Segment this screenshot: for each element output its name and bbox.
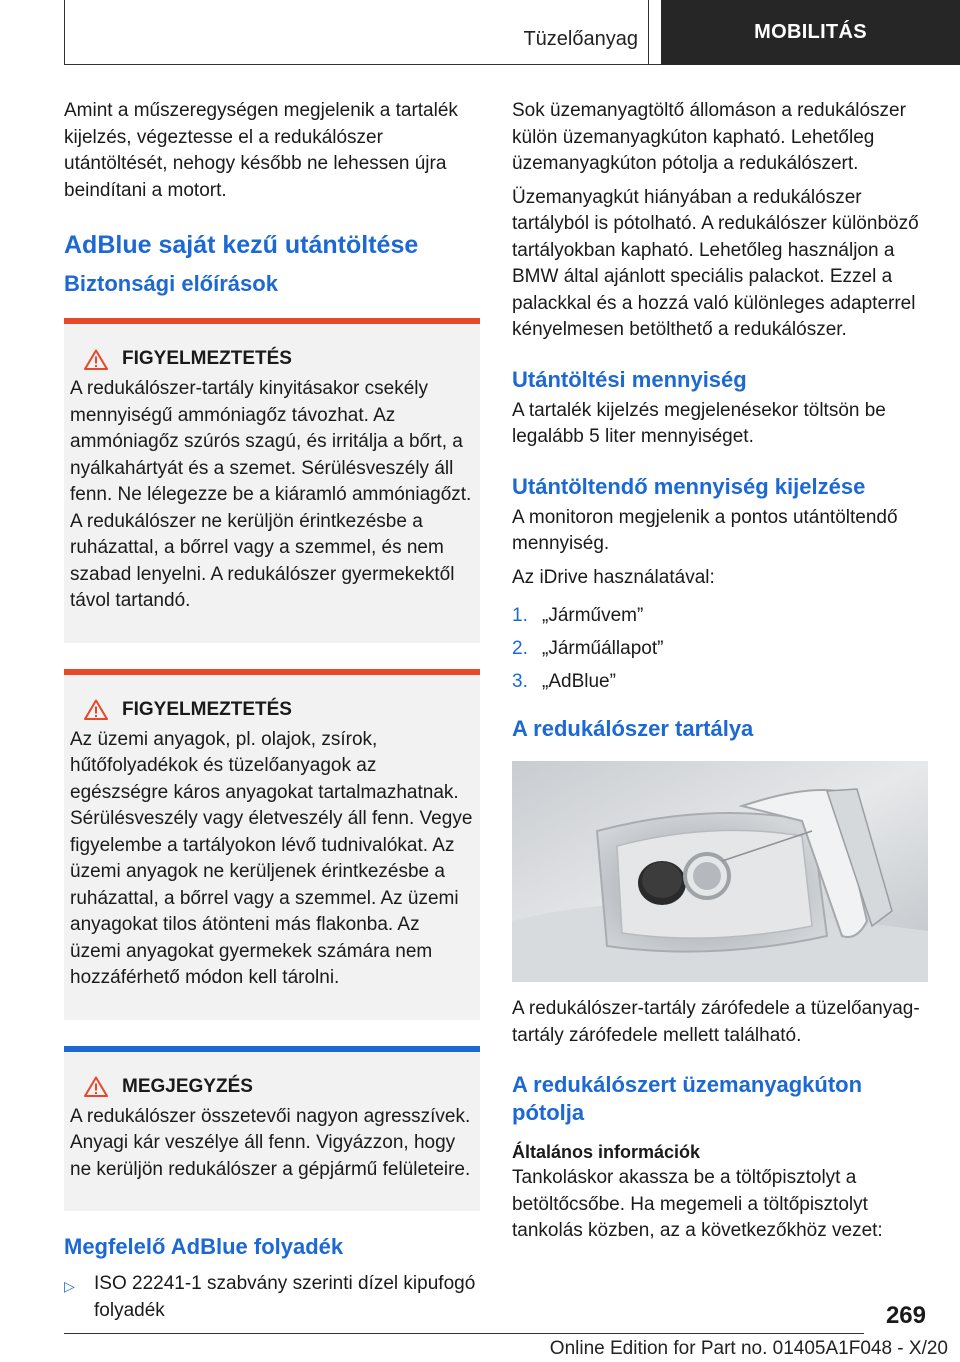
left-column: [64, 98, 480, 1324]
section-heading: AdBlue saját kezű utántöltése: [64, 231, 419, 259]
note-box: [64, 1046, 480, 1212]
menu-steps-list: [512, 603, 928, 695]
general-info-heading: Általános információk: [512, 1142, 701, 1162]
step-text: „AdBlue”: [542, 671, 616, 692]
warning-title-text: FIGYELMEZTETÉS: [122, 348, 292, 369]
warning-title-text: FIGYELMEZTETÉS: [122, 698, 292, 720]
header-chapter-tab[interactable]: MOBILITÁS: [661, 0, 960, 65]
warning-box-2: [64, 669, 480, 1020]
step-item[interactable]: [512, 636, 928, 662]
quantity-display-heading: Utántöltendő mennyiség kijelzése: [512, 473, 866, 499]
warning-title: [70, 699, 474, 721]
header-rule-left: [64, 0, 65, 64]
footer-edition-text[interactable]: Online Edition for Part no. 01405A1F048 - X/20: [549, 1338, 948, 1359]
step-number: 1.: [512, 605, 528, 626]
note-title: [70, 1076, 474, 1098]
warning-triangle-icon: [84, 349, 108, 370]
header-rule-separator: [648, 0, 649, 64]
refill-quantity-text: A tartalék kijelzés megjelenésekor töltsön be legalább 5 liter mennyiséget.: [512, 399, 886, 447]
general-info-text: Tankoláskor akassza be a töltőpisztolyt a betöltőcsőbe. Ha megemeli a töltőpisztolyt tankolás közben, az a következőkhöz vezet:: [512, 1167, 883, 1241]
warning-box-1: [64, 318, 480, 643]
page-number: 269: [885, 1302, 926, 1329]
tank-heading: A redukálószer tartálya: [512, 716, 754, 741]
step-item[interactable]: [512, 669, 928, 695]
intro-paragraph: Amint a műszeregységen megjelenik a tartalék kijelzés, végeztesse el a redukálószer utántöltését, nehogy később ne lehessen újra beindítani a motort.: [64, 100, 458, 201]
header-rule-bottom: [64, 64, 661, 65]
container-paragraph: Üzemanyagkút hiányában a redukálószer tartályból is pótolható. A redukálószer különböző tartályokban kapható. Lehetőleg használjon a BMW által ajánlott speciális palackot. Ezzel a palackkal és a hozzá való különleges adapterrel kényelmesen betölthető a redukálószer.: [512, 186, 919, 340]
pump-paragraph: Sok üzemanyagtöltő állomáson a redukálószer külön üzemanyagkúton kapható. Lehetőleg üzemanyagkúton pótolja a redukálószert.: [512, 100, 906, 174]
fluid-bullet-text: ISO 22241-1 szabvány szerinti dízel kipufogó folyadék: [94, 1273, 476, 1321]
step-item[interactable]: [512, 603, 928, 629]
fluid-bullet-item: [64, 1271, 480, 1324]
step-number: 2.: [512, 638, 528, 659]
warning-triangle-icon: [84, 699, 108, 720]
step-text: „Járműállapot”: [542, 638, 664, 659]
refill-quantity-heading: Utántöltési mennyiség: [512, 366, 747, 392]
footer-rule: [64, 1333, 864, 1334]
tank-caption: A redukálószer-tartály zárófedele a tüzelőanyag-tartály zárófedele mellett található.: [512, 998, 920, 1046]
note-text: A redukálószer összetevői nagyon agresszívek. Anyagi kár veszélye áll fenn. Vigyázzon, hogy ne kerüljön redukálószer a gépjármű felületeire.: [70, 1105, 471, 1180]
quantity-display-text: A monitoron megjelenik a pontos utántöltendő mennyiség.: [512, 506, 898, 554]
fluid-heading: Megfelelő AdBlue folyadék: [64, 1234, 344, 1259]
pump-refill-heading: A redukálószert üzemanyagkúton pótolja: [512, 1072, 863, 1125]
warning-text: Az üzemi anyagok, pl. olajok, zsírok, hűtőfolyadékok és tüzelőanyagok az egészségre káros anyagokat tartalmazhatnak. Sérülésveszély vagy életveszély áll fenn. Vegye figyelembe a tartályokon lévő tudnivalókat. Az üzemi anyagok ne kerüljenek érintkezésbe a ruházattal, a bőrrel vagy a szemmel. Az üzemi anyagokat tilos átönteni más flakonba. Az üzemi anyagokat gyermekek számára nem hozzáférhető módon kell tárolni.: [70, 728, 473, 988]
tank-cap-photo: [512, 761, 928, 982]
note-triangle-icon: [84, 1076, 108, 1097]
note-title-text: MEGJEGYZÉS: [122, 1075, 253, 1097]
right-column: [512, 98, 928, 1252]
warning-title: [70, 348, 474, 370]
warning-text: A redukálószer-tartály kinyitásakor csekély mennyiségű ammóniagőz távozhat. Az ammóniagőz szúrós szagú, és irritálja a bőrt, a nyálkahártyát és a szemet. Sérülésveszély áll fenn. Ne lélegezze be a kiáramló ammóniagőzt. A redukálószer ne kerüljön érintkezésbe a ruházattal, a bőrrel vagy a szemmel, és nem szabad lenyelni. A redukálószer gyermekektől távol tartandó.: [70, 378, 472, 611]
safety-subheading: Biztonsági előírások: [64, 271, 278, 296]
step-text: „Járművem”: [542, 605, 644, 626]
idrive-text: Az iDrive használatával:: [512, 566, 715, 588]
step-number: 3.: [512, 671, 528, 692]
header-section-title: Tüzelőanyag: [523, 28, 638, 50]
bullet-triangle-icon: ▷: [64, 1278, 75, 1294]
